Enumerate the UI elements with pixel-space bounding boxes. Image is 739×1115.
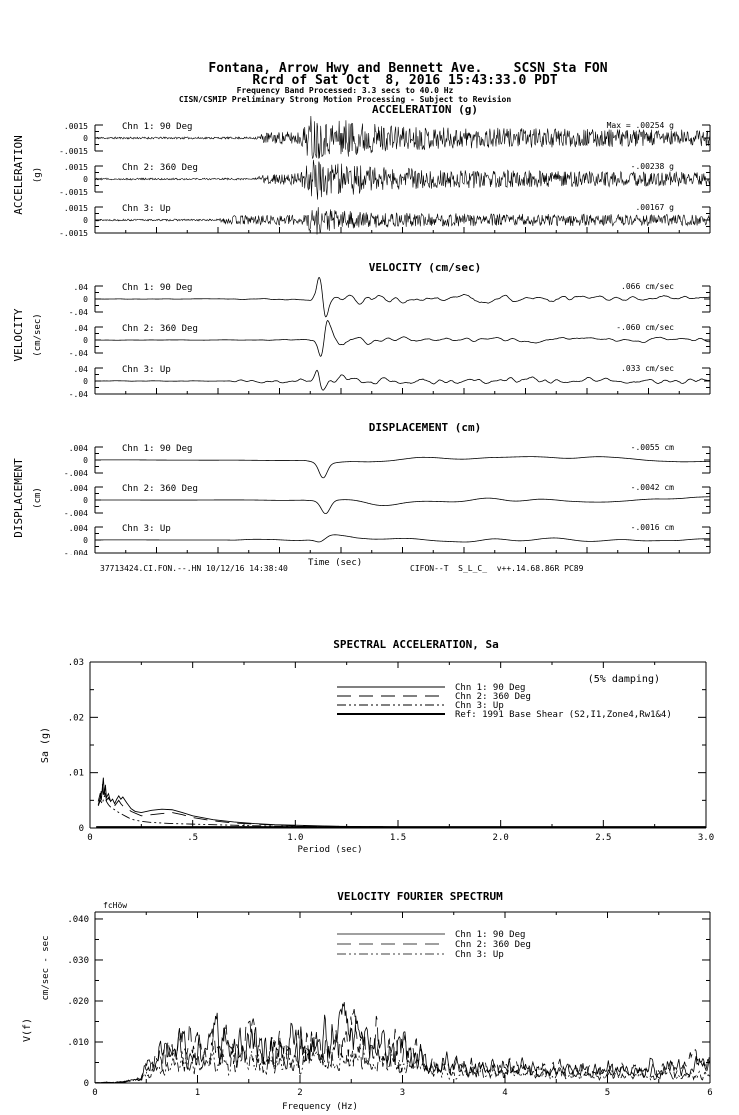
sa-x-tick-label: 3.0: [697, 833, 715, 843]
peak-value-label: -.0055 cm: [630, 443, 674, 452]
y-tick-label: .004: [68, 484, 88, 493]
fs-spectrum-1: [95, 1002, 710, 1083]
side-axis-label: ACCELERATION: [12, 135, 25, 215]
y-tick-label: -.04: [68, 390, 88, 399]
sa-y-tick-label: .02: [67, 713, 84, 724]
fs-x-tick-label: 3: [399, 1088, 406, 1098]
fourier-spectrum-plot: [0, 880, 739, 1115]
y-tick-label: 0: [83, 377, 88, 386]
peak-value-label: .033 cm/sec: [621, 364, 674, 373]
fs-y-tick-label: .020: [67, 996, 89, 1007]
y-tick-label: -.04: [68, 308, 88, 317]
fs-y-tick-label: .010: [67, 1037, 89, 1048]
fs-annotation: fcHöw: [103, 901, 128, 910]
side-axis-unit: (cm): [33, 487, 43, 509]
damping-note: (5% damping): [587, 674, 660, 685]
y-tick-label: .04: [73, 365, 88, 374]
sa-x-tick-label: 2.0: [492, 833, 509, 843]
y-tick-label: 0: [83, 295, 88, 304]
fs-x-tick-label: 1: [194, 1088, 201, 1098]
channel-label: Chn 2: 360 Deg: [122, 484, 198, 494]
y-tick-label: .004: [68, 444, 88, 453]
y-tick-label: .04: [73, 283, 88, 292]
time-series-plot: [0, 105, 739, 555]
peak-value-label: -.0016 cm: [630, 523, 674, 532]
panel-title: VELOCITY (cm/sec): [368, 261, 482, 274]
sa-y-tick-label: .01: [67, 768, 84, 779]
y-tick-label: 0: [83, 456, 88, 465]
peak-value-label: .00167 g: [635, 203, 674, 212]
channel-label: Chn 3: Up: [122, 204, 171, 214]
y-tick-label: 0: [83, 175, 88, 184]
peak-value-label: .066 cm/sec: [621, 282, 674, 291]
fs-y-axis-unit: cm/sec - sec: [41, 935, 51, 1001]
panel-title: ACCELERATION (g): [372, 105, 478, 116]
y-tick-label: 0: [83, 134, 88, 143]
waveform-3: [95, 370, 710, 390]
sa-curve-1: [98, 778, 706, 828]
processing-version-footer: CIFON--T S_L_C_ v++.14.68.86R PC89: [410, 564, 584, 573]
y-tick-label: -.0015: [59, 147, 88, 156]
y-tick-label: -.0015: [59, 229, 88, 238]
fs-y-tick-label: .030: [67, 955, 89, 966]
legend-label: Chn 1: 90 Deg: [455, 930, 526, 940]
y-tick-label: 0: [83, 496, 88, 505]
waveform-2: [95, 497, 710, 514]
sa-x-tick-label: 1.0: [287, 833, 304, 843]
side-axis-label: VELOCITY: [12, 308, 25, 362]
y-tick-label: -.0015: [59, 188, 88, 197]
y-tick-label: -.004: [63, 509, 88, 518]
y-tick-label: -.04: [68, 349, 88, 358]
legend-label: Chn 1: 90 Deg: [455, 683, 526, 693]
channel-label: Chn 3: Up: [122, 365, 171, 375]
spectral-acceleration-plot: [0, 630, 739, 880]
peak-value-label: Max = .00254 g: [606, 121, 674, 130]
y-tick-label: .04: [73, 324, 88, 333]
y-tick-label: 0: [83, 536, 88, 545]
sa-x-tick-label: 2.5: [595, 833, 612, 843]
peak-value-label: -.00238 g: [630, 162, 674, 171]
record-id-footer: 37713424.CI.FON.--.HN 10/12/16 14:38:40: [100, 564, 288, 573]
peak-value-label: -.060 cm/sec: [616, 323, 674, 332]
sa-curve-2: [98, 784, 706, 828]
legend-label: Chn 3: Up: [455, 950, 504, 960]
channel-label: Chn 1: 90 Deg: [122, 122, 193, 132]
sa-curve-3: [98, 796, 706, 828]
waveform-1: [95, 457, 710, 478]
processing-note: CISN/CSMIP Preliminary Strong Motion Processing - Subject to Revision: [178, 95, 512, 104]
fs-x-axis-label: Frequency (Hz): [282, 1102, 358, 1112]
channel-label: Chn 1: 90 Deg: [122, 444, 193, 454]
y-tick-label: .004: [68, 524, 88, 533]
side-axis-unit: (g): [33, 166, 43, 184]
fs-x-tick-label: 5: [604, 1088, 611, 1098]
side-axis-unit: (cm/sec): [33, 313, 43, 357]
fs-y-axis-label: V(f): [22, 1017, 33, 1043]
sa-x-tick-label: 1.5: [389, 833, 407, 843]
frequency-band-note: Frequency Band Processed: 3.3 secs to 40.0 Hz: [236, 86, 454, 95]
record-datetime: Rcrd of Sat Oct 8, 2016 15:43:33.0 PDT: [252, 73, 558, 88]
sa-x-tick-label: 0: [87, 833, 93, 843]
legend-label: Ref: 1991 Base Shear (S2,I1,Zone4,Rw1&4): [455, 710, 672, 720]
side-axis-label: DISPLACEMENT: [12, 458, 25, 538]
channel-label: Chn 3: Up: [122, 524, 171, 534]
fs-x-tick-label: 4: [502, 1088, 508, 1098]
y-tick-label: -.004: [63, 469, 88, 478]
legend-label: Chn 2: 360 Deg: [455, 940, 531, 950]
sa-x-axis-label: Period (sec): [297, 845, 363, 855]
fs-title: VELOCITY FOURIER SPECTRUM: [337, 890, 503, 903]
y-tick-label: .0015: [63, 122, 88, 131]
sa-y-axis-label: Sa (g): [40, 726, 51, 764]
fs-x-tick-label: 2: [297, 1088, 303, 1098]
y-tick-label: 0: [83, 216, 88, 225]
waveform-3: [95, 535, 710, 542]
sa-x-tick-label: .5: [187, 833, 199, 843]
sa-y-tick-label: .03: [67, 658, 84, 668]
time-axis-label: Time (sec): [308, 558, 363, 568]
y-tick-label: .0015: [63, 163, 88, 172]
fs-x-tick-label: 0: [92, 1088, 98, 1098]
fs-x-tick-label: 6: [707, 1088, 713, 1098]
sa-y-tick-label: 0: [78, 824, 84, 834]
fs-y-tick-label: 0: [83, 1079, 89, 1089]
fs-y-tick-label: .040: [67, 914, 89, 925]
channel-label: Chn 2: 360 Deg: [122, 163, 198, 173]
channel-label: Chn 2: 360 Deg: [122, 324, 198, 334]
sa-title: SPECTRAL ACCELERATION, Sa: [333, 638, 499, 651]
peak-value-label: -.0042 cm: [630, 483, 674, 492]
legend-label: Chn 3: Up: [455, 701, 504, 711]
station-title: Fontana, Arrow Hwy and Bennett Ave. SCSN Sta FON: [208, 61, 608, 76]
panel-title: DISPLACEMENT (cm): [368, 421, 482, 434]
y-tick-label: .0015: [63, 204, 88, 213]
legend-label: Chn 2: 360 Deg: [455, 692, 531, 702]
y-tick-label: -.004: [63, 549, 88, 555]
y-tick-label: 0: [83, 336, 88, 345]
channel-label: Chn 1: 90 Deg: [122, 283, 193, 293]
